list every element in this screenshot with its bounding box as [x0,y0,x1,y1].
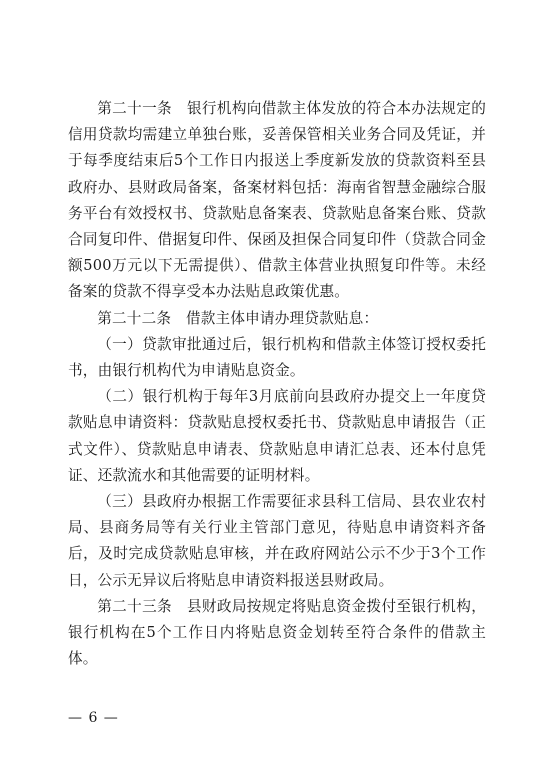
article-21-paragraph: 第二十一条 银行机构向借款主体发放的符合本办法规定的信用贷款均需建立单独台账，妥善保管相关业务合同及凭证，并于每季度结束后5个工作日内报送上季度新发放的贷款资料至县政府办、县财政局备案，备案材料包括：海南省智慧金融综合服务平台有效授权书、贷款贴息备案表、贷款贴息备案台账、贷款合同复印件、借据复印件、保函及担保合同复印件（贷款合同金额500万元以下无需提供）、借款主体营业执照复印件等。未经备案的贷款不得享受本办法贴息政策优惠。 [68,100,486,301]
article-23-paragraph: 第二十三条 县财政局按规定将贴息资金拨付至银行机构，银行机构在5个工作日内将贴息资金划转至符合条件的借款主体。 [68,597,486,668]
page-number: — 6 — [68,710,119,726]
article-22-item-3: （三）县政府办根据工作需要征求县科工信局、县农业农村局、县商务局等有关行业主管部门意见，待贴息申请资料齐备后，及时完成贷款贴息审核，并在政府网站公示不少于3个工作日，公示无异议后将贴息申请资料报送县财政局。 [68,493,486,589]
article-22-heading: 第二十二条 借款主体申请办理贷款贴息： [97,309,379,327]
article-22-item-2: （二）银行机构于每年3月底前向县政府办提交上一年度贷款贴息申请资料：贷款贴息授权委托书、贷款贴息申请报告（正式文件）、贷款贴息申请表、贷款贴息申请汇总表、还本付息凭证、还款流水和其他需要的证明材料。 [68,388,486,484]
article-22-item-1: （一）贷款审批通过后，银行机构和借款主体签订授权委托书，由银行机构代为申请贴息资金。 [68,335,486,380]
body-text [68,96,486,672]
